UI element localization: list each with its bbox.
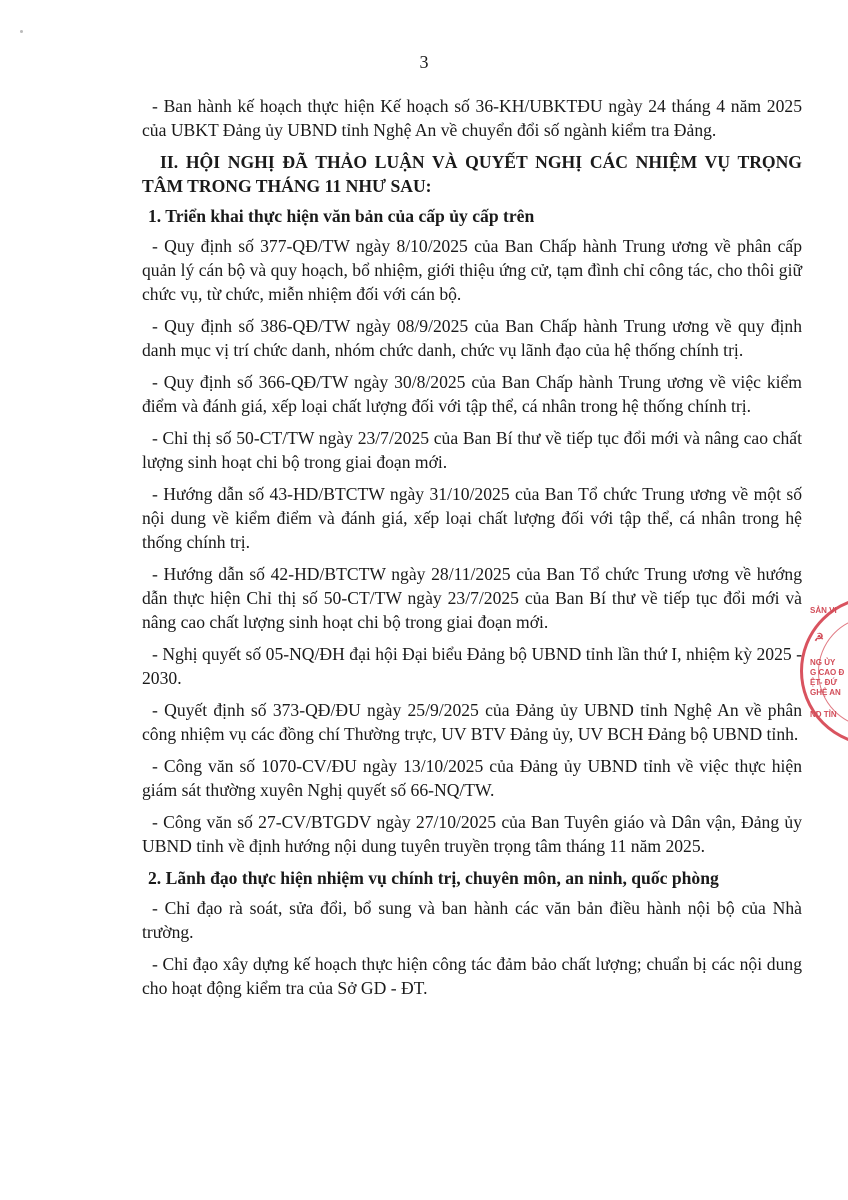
list-item: - Chỉ đạo rà soát, sửa đổi, bổ sung và ban hành các văn bản điều hành nội bộ của Nhà trường. <box>142 898 802 942</box>
seal-text-line: ND TỈN <box>810 710 837 719</box>
list-item: - Quyết định số 373-QĐ/ĐU ngày 25/9/2025 của Đảng ủy UBND tỉnh Nghệ An về phân công nhiệm vụ các đồng chí Thường trực, UV BTV Đảng ủy, UV BCH Đảng bộ UBND tỉnh. <box>142 700 802 744</box>
seal-text-line: ỆT- ĐỨ <box>810 678 838 687</box>
list-item: - Công văn số 1070-CV/ĐU ngày 13/10/2025 của Đảng ủy UBND tỉnh về việc thực hiện giám sát thường xuyên Nghị quyết số 66-NQ/TW. <box>142 756 802 800</box>
list-item: - Công văn số 27-CV/BTGDV ngày 27/10/2025 của Ban Tuyên giáo và Dân vận, Đảng ủy UBND tỉnh về định hướng nội dung tuyên truyền trọng tâm tháng 11 năm 2025. <box>142 812 802 856</box>
seal-text-line: NG ỦY <box>810 658 836 667</box>
list-item: - Chỉ đạo xây dựng kế hoạch thực hiện công tác đảm bảo chất lượng; chuẩn bị các nội dung cho hoạt động kiểm tra của Sở GD - ĐT. <box>142 954 802 998</box>
section-title: II. HỘI NGHỊ ĐÃ THẢO LUẬN VÀ QUYẾT NGHỊ CÁC NHIỆM VỤ TRỌNG TÂM TRONG THÁNG 11 NHƯ SAU: <box>142 152 802 196</box>
subsection-1-title: 1. Triển khai thực hiện văn bản của cấp ủy cấp trên <box>148 206 535 226</box>
official-seal <box>800 596 848 756</box>
seal-text-line: GHỆ AN <box>810 688 841 697</box>
seal-text-line: SẢN VI <box>810 606 837 615</box>
list-item: - Quy định số 366-QĐ/TW ngày 30/8/2025 của Ban Chấp hành Trung ương về việc kiểm điểm và đánh giá, xếp loại chất lượng đối với tập thể, cá nhân trong hệ thống chính trị. <box>142 372 802 416</box>
document-body <box>142 94 802 1008</box>
list-item: - Hướng dẫn số 42-HD/BTCTW ngày 28/11/2025 của Ban Tổ chức Trung ương về hướng dẫn thực hiện Chỉ thị số 50-CT/TW ngày 23/7/2025 của Ban Bí thư về tiếp tục đổi mới và nâng cao chất lượng sinh hoạt chi bộ trong giai đoạn mới. <box>142 564 802 632</box>
list-item: - Quy định số 377-QĐ/TW ngày 8/10/2025 của Ban Chấp hành Trung ương về phân cấp quản lý cán bộ và quy hoạch, bổ nhiệm, giới thiệu ứng cử, tạm đình chỉ công tác, cho thôi giữ chức vụ, từ chức, miễn nhiệm đối với cán bộ. <box>142 236 802 304</box>
list-item: - Quy định số 386-QĐ/TW ngày 08/9/2025 của Ban Chấp hành Trung ương về quy định danh mục vị trí chức danh, nhóm chức danh, chức vụ lãnh đạo của hệ thống chính trị. <box>142 316 802 360</box>
list-item: - Hướng dẫn số 43-HD/BTCTW ngày 31/10/2025 của Ban Tổ chức Trung ương về một số nội dung về kiểm điểm và đánh giá, xếp loại chất lượng đối với tập thể, cá nhân trong hệ thống chính trị. <box>142 484 802 552</box>
page-number: 3 <box>419 52 429 72</box>
seal-text-line: G CAO Đ <box>810 668 845 677</box>
subsection-2-title: 2. Lãnh đạo thực hiện nhiệm vụ chính trị, chuyên môn, an ninh, quốc phòng <box>148 868 719 888</box>
list-item: - Chỉ thị số 50-CT/TW ngày 23/7/2025 của Ban Bí thư về tiếp tục đổi mới và nâng cao chất lượng sinh hoạt chi bộ trong giai đoạn mới. <box>142 428 802 472</box>
list-item: - Nghị quyết số 05-NQ/ĐH đại hội Đại biểu Đảng bộ UBND tỉnh lần thứ I, nhiệm kỳ 2025 - 2030. <box>142 644 802 688</box>
scan-speck <box>20 30 23 33</box>
paragraph-top: - Ban hành kế hoạch thực hiện Kế hoạch số 36-KH/UBKTĐU ngày 24 tháng 4 năm 2025 của UBKT Đảng ủy UBND tỉnh Nghệ An về chuyển đổi số ngành kiểm tra Đảng. <box>142 96 802 140</box>
hammer-sickle-icon: ☭ <box>814 632 824 644</box>
